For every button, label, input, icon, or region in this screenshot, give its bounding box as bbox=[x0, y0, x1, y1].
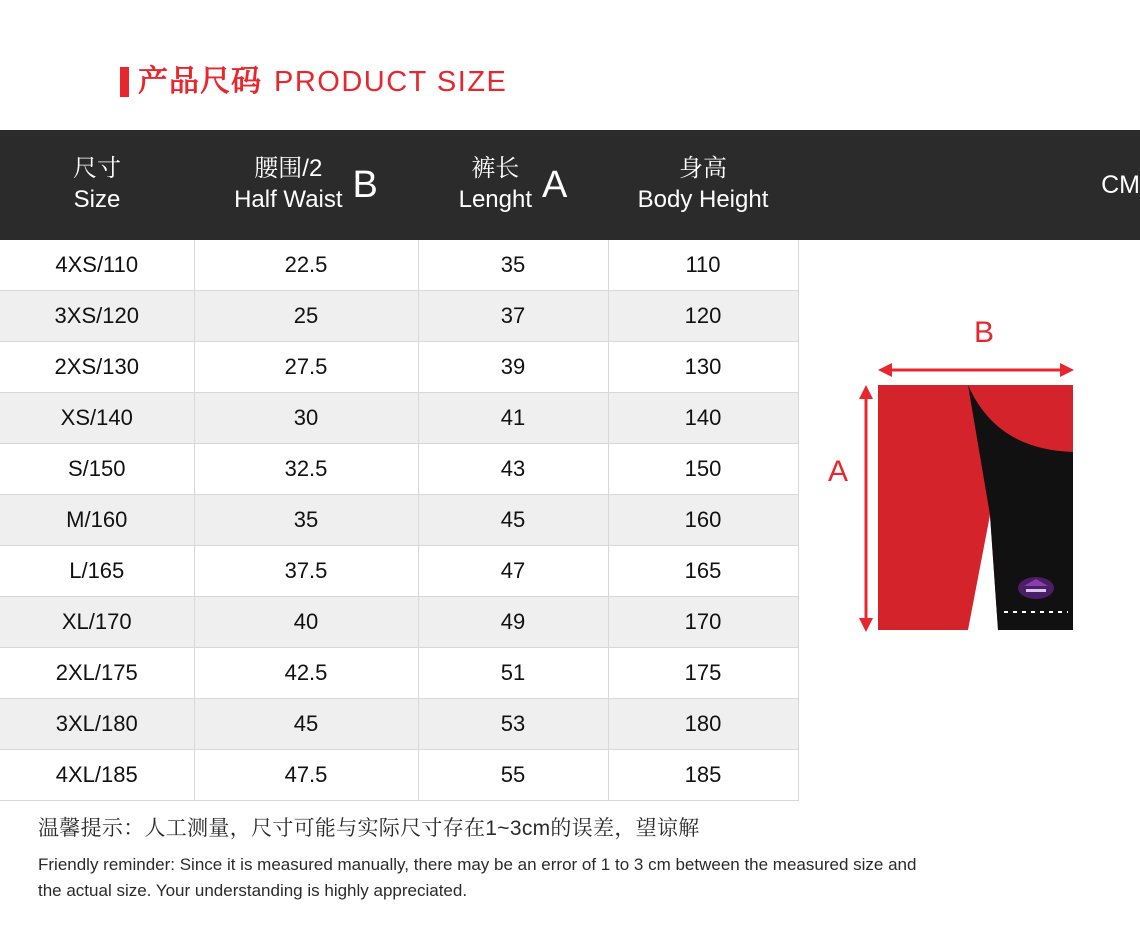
cell-size: L/165 bbox=[0, 546, 194, 597]
cell-size: 3XL/180 bbox=[0, 699, 194, 750]
cell-length: 45 bbox=[418, 495, 608, 546]
garment-logo-icon bbox=[1018, 577, 1054, 599]
cell-body-height: 150 bbox=[608, 444, 798, 495]
cell-size: S/150 bbox=[0, 444, 194, 495]
cell-length: 37 bbox=[418, 291, 608, 342]
cell-length: 35 bbox=[418, 240, 608, 291]
cell-half-waist: 45 bbox=[194, 699, 418, 750]
cell-half-waist: 25 bbox=[194, 291, 418, 342]
table-row bbox=[0, 750, 1140, 801]
cell-half-waist: 42.5 bbox=[194, 648, 418, 699]
arrow-head-right-b bbox=[1060, 363, 1074, 377]
cell-spacer bbox=[798, 750, 1140, 801]
column-header-size-cn: 尺寸 bbox=[73, 155, 121, 183]
column-header-length bbox=[418, 130, 608, 240]
cell-half-waist: 22.5 bbox=[194, 240, 418, 291]
column-header-half-waist-en: Half Waist bbox=[234, 186, 343, 213]
page-title bbox=[120, 60, 507, 104]
cell-half-waist: 27.5 bbox=[194, 342, 418, 393]
cell-body-height: 120 bbox=[608, 291, 798, 342]
table-header-row bbox=[0, 130, 1140, 240]
cell-half-waist: 35 bbox=[194, 495, 418, 546]
cell-size: M/160 bbox=[0, 495, 194, 546]
cell-size: 4XL/185 bbox=[0, 750, 194, 801]
column-header-body-height-en: Body Height bbox=[637, 186, 769, 213]
cell-body-height: 175 bbox=[608, 648, 798, 699]
column-header-half-waist-letter: B bbox=[352, 164, 378, 206]
cell-half-waist: 30 bbox=[194, 393, 418, 444]
title-english: PRODUCT SIZE bbox=[274, 65, 508, 98]
cell-body-height: 160 bbox=[608, 495, 798, 546]
dimension-label-a: A bbox=[828, 455, 849, 488]
cell-size: 3XS/120 bbox=[0, 291, 194, 342]
table-row bbox=[0, 240, 1140, 291]
column-header-length-letter: A bbox=[542, 164, 568, 206]
cell-half-waist: 37.5 bbox=[194, 546, 418, 597]
column-header-body-height-cn: 身高 bbox=[679, 155, 727, 183]
cell-half-waist: 40 bbox=[194, 597, 418, 648]
cell-body-height: 110 bbox=[608, 240, 798, 291]
cell-length: 51 bbox=[418, 648, 608, 699]
table-row bbox=[0, 699, 1140, 750]
title-chinese: 产品尺码 bbox=[138, 65, 262, 98]
cell-half-waist: 32.5 bbox=[194, 444, 418, 495]
cell-length: 43 bbox=[418, 444, 608, 495]
arrow-head-top-a bbox=[859, 385, 873, 399]
column-header-half-waist-cn: 腰围/2 bbox=[254, 155, 323, 183]
title-accent-bar bbox=[120, 67, 129, 97]
cell-length: 49 bbox=[418, 597, 608, 648]
cell-length: 39 bbox=[418, 342, 608, 393]
cell-half-waist: 47.5 bbox=[194, 750, 418, 801]
cell-size: 2XS/130 bbox=[0, 342, 194, 393]
column-header-size bbox=[0, 130, 194, 240]
column-header-half-waist bbox=[194, 130, 418, 240]
cell-length: 41 bbox=[418, 393, 608, 444]
cell-body-height: 170 bbox=[608, 597, 798, 648]
dimension-label-b: B bbox=[974, 316, 995, 349]
note-english: Friendly reminder: Since it is measured manually, there may be an error of 1 to 3 cm between the measured size and the actual size. Your understanding is highly appreciated. bbox=[38, 855, 917, 901]
cell-length: 53 bbox=[418, 699, 608, 750]
cell-spacer bbox=[798, 699, 1140, 750]
cell-body-height: 180 bbox=[608, 699, 798, 750]
column-header-unit: CM bbox=[798, 130, 1140, 240]
note-chinese: 温馨提示：人工测量，尺寸可能与实际尺寸存在1~3cm的误差，望谅解 bbox=[38, 817, 700, 840]
column-header-length-en: Lenght bbox=[458, 186, 533, 213]
cell-body-height: 185 bbox=[608, 750, 798, 801]
cell-size: XS/140 bbox=[0, 393, 194, 444]
cell-body-height: 130 bbox=[608, 342, 798, 393]
column-header-size-en: Size bbox=[73, 186, 121, 213]
cell-length: 47 bbox=[418, 546, 608, 597]
cell-body-height: 165 bbox=[608, 546, 798, 597]
column-header-body-height bbox=[608, 130, 798, 240]
arrow-head-left-b bbox=[878, 363, 892, 377]
garment-illustration bbox=[818, 300, 1128, 680]
cell-body-height: 140 bbox=[608, 393, 798, 444]
arrow-head-bottom-a bbox=[859, 618, 873, 632]
cell-size: 2XL/175 bbox=[0, 648, 194, 699]
garment-diagram bbox=[818, 300, 1128, 680]
column-header-length-cn: 裤长 bbox=[471, 155, 520, 183]
cell-size: 4XS/110 bbox=[0, 240, 194, 291]
cell-length: 55 bbox=[418, 750, 608, 801]
table-header bbox=[0, 130, 1140, 240]
cell-spacer bbox=[798, 240, 1140, 291]
cell-size: XL/170 bbox=[0, 597, 194, 648]
